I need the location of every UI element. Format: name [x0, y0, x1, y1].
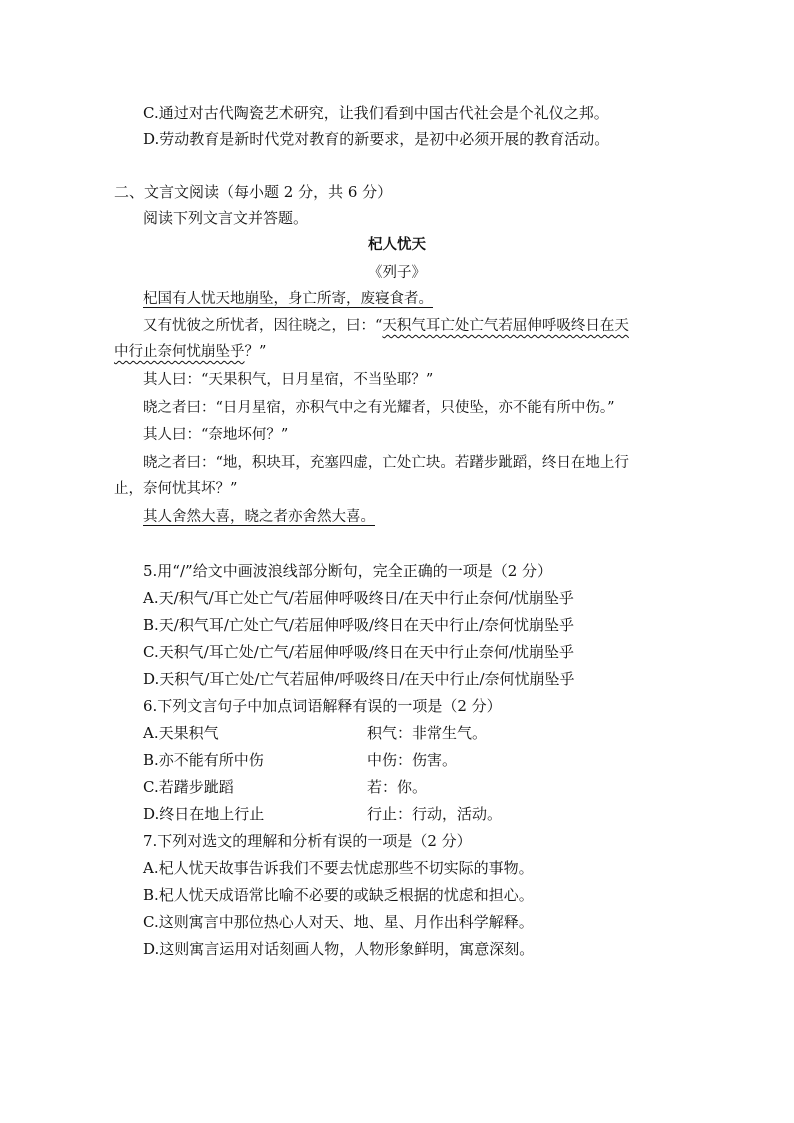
q6-option-d-sentence: D.终日在地上行止 — [143, 805, 265, 823]
p2-suffix: ？” — [244, 344, 267, 360]
q6-option-c — [143, 776, 428, 798]
q6-option-d-explanation: 行止：行动，活动。 — [367, 805, 503, 823]
passage-paragraph-3: 其人曰：“天果积气，日月星宿，不当坠耶？” — [143, 372, 434, 388]
q7-option-c: C.这则寓言中那位热心人对天、地、星、月作出科学解释。 — [143, 913, 534, 931]
q4-option-c: C.通过对古代陶瓷艺术研究，让我们看到中国古代社会是个礼仪之邦。 — [143, 104, 609, 122]
q7-stem: 7.下列对选文的理解和分析有误的一项是（2 分） — [143, 832, 472, 850]
q4-option-d: D.劳动教育是新时代党对教育的新要求，是初中必须开展的教育活动。 — [143, 130, 610, 148]
q6-option-c-explanation: 若：你。 — [367, 778, 428, 796]
passage-paragraph-2-line-2 — [114, 341, 266, 363]
p2-prefix: 又有忧彼之所忧者，因往晓之，曰：“ — [143, 318, 383, 334]
q6-option-a — [143, 722, 488, 744]
q5-option-c: C.天积气/耳亡处/亡气/若屈伸呼吸/终日在天中行止奈何/忧崩坠乎 — [143, 643, 574, 661]
passage-paragraph-2-line-1 — [143, 315, 629, 337]
q6-option-b-sentence: B.亦不能有所中伤 — [143, 751, 264, 769]
section-heading: 二、文言文阅读（每小题 2 分，共 6 分） — [114, 183, 393, 201]
passage-paragraph-6-line-1: 晓之者曰：“地，积块耳，充塞四虚，亡处亡块。若躇步跐蹈，终日在地上行 — [143, 455, 629, 471]
q7-option-b: B.杞人忧天成语常比喻不必要的或缺乏根据的忧虑和担心。 — [143, 886, 534, 904]
passage-paragraph-7: 其人舍然大喜，晓之者亦舍然大喜。 — [143, 509, 375, 525]
q5-option-d: D.天积气/耳亡处/亡气若屈伸/呼吸终日/在天中行止/奈何忧崩坠乎 — [143, 670, 575, 688]
passage-paragraph-6-line-2: 止，奈何忧其坏？” — [114, 481, 238, 497]
q6-option-a-explanation: 积气：非常生气。 — [367, 724, 488, 742]
passage-paragraph-4: 晓之者曰：“日月星宿，亦积气中之有光耀者，只使坠，亦不能有所中伤。” — [143, 400, 615, 416]
q7-option-a: A.杞人忧天故事告诉我们不要去忧虑那些不切实际的事物。 — [143, 859, 534, 877]
q5-stem: 5.用“/”给文中画波浪线部分断句，完全正确的一项是（2 分） — [143, 562, 553, 580]
p2-wavy-part-2: 中行止奈何忧崩坠乎 — [114, 344, 245, 360]
q7-option-d: D.这则寓言运用对话刻画人物，人物形象鲜明，寓意深刻。 — [143, 940, 535, 958]
q6-option-c-sentence: C.若躇步跐蹈 — [143, 778, 234, 796]
passage-title: 杞人忧天 — [368, 236, 426, 253]
q6-option-a-sentence: A.天果积气 — [143, 724, 219, 742]
section-instruction: 阅读下列文言文并答题。 — [143, 209, 309, 227]
q6-option-d — [143, 803, 503, 825]
passage-paragraph-1: 杞国有人忧天地崩坠，身亡所寄，废寝食者。 — [143, 291, 433, 307]
q5-option-b: B.天/积气耳/亡处亡气/若屈伸呼吸/终日在天中行止/奈何忧崩坠乎 — [143, 616, 575, 634]
p2-wavy-part-1: 天积气耳亡处亡气若屈伸呼吸终日在天 — [382, 318, 629, 334]
passage-paragraph-5: 其人曰：“奈地坏何？” — [143, 427, 289, 443]
passage-source: 《列子》 — [368, 265, 426, 281]
q6-option-b-explanation: 中伤：伤害。 — [367, 751, 458, 769]
q6-stem: 6.下列文言句子中加点词语解释有误的一项是（2 分） — [143, 697, 502, 715]
q5-option-a: A.天/积气/耳亡处亡气/若屈伸呼吸终日/在天中行止奈何/忧崩坠乎 — [143, 589, 574, 607]
q6-option-b — [143, 749, 458, 771]
